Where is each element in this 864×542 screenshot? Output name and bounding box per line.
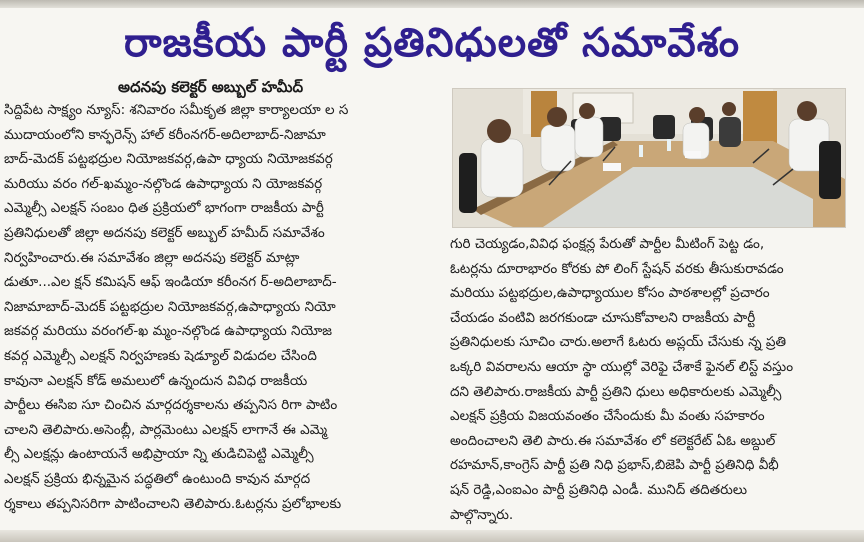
right-column-line: మరియు పట్టభద్రుల,ఉపాధ్యాయుల కోసం పాఠశాలల్లో ప్రచారం bbox=[450, 285, 770, 302]
meeting-photo-illustration bbox=[453, 89, 845, 227]
left-column-line: ర్శకాలు తప్పనిసరిగా పాటించాలని తెలిపారు.ఓటర్లను ప్రలోభాలకు bbox=[4, 495, 342, 512]
clipped-previous-article-strip bbox=[0, 0, 864, 8]
article-left-column bbox=[4, 98, 436, 528]
left-column-line: నిర్వహించారు.ఈ సమావేశం జిల్లా అదనపు కలెక్టర్ మాట్లా bbox=[4, 249, 300, 266]
right-column-line: రహమాన్,కాంగ్రెస్ పార్టీ ప్రతి నిధి ప్రభాస్,బిజెపి పార్టీ ప్రతినిధి వీభీ bbox=[450, 457, 779, 474]
clipped-next-article-strip bbox=[0, 530, 864, 542]
right-column-line: దని తెలిపారు.రాజకీయ పార్టీ ప్రతిని ధులు అధికారులకు ఎమ్మెల్సీ bbox=[450, 383, 782, 400]
right-column-line: పాల్గొన్నారు. bbox=[450, 506, 514, 523]
left-column-line: ల్సీ ఎలక్షన్లు ఉంటాయనే అభిప్రాయా న్ని తుడిచిపెట్టి ఎమ్మెల్సీ bbox=[4, 446, 314, 463]
right-column-line: ఎలక్షన్ ప్రక్రియ విజయవంతం చేసేందుకు మీ వంతు సహకారం bbox=[450, 408, 765, 425]
right-column-line: ఓటర్లను దూరాభారం కోరకు పో లింగ్ స్టేషన్ వరకు తీసుకురావడం bbox=[450, 260, 784, 277]
right-column-line: ప్రతినిధులకు సూచిం చారు.అలాగే ఓటరు అప్లయ్ చేసుకు న్న ప్రతి bbox=[450, 334, 787, 351]
left-column-line: కవర్గ ఎమ్మెల్సీ ఎలక్షన్ నిర్వహణకు షెడ్యూల్ విడుదల చేసింది bbox=[4, 347, 317, 364]
left-column-line: డుతూ...ఎల క్షన్ కమిషన్ ఆఫ్ ఇండియా కరీంనగ ర్-అదిలాబాద్- bbox=[4, 274, 337, 291]
right-column-line: షన్ రెడ్డి,ఎంఐఎం పార్టీ ప్రతినిధి ఎండీ. మునిద్ తదితరులు bbox=[450, 481, 748, 498]
left-column-line: ఎలక్షన్ ప్రక్రియ భిన్నమైన పద్ధతిలో ఉంటుంది కావున మార్గద bbox=[4, 470, 311, 487]
left-column-line: కావునా ఎలక్షన్ కోడ్ అమలులో ఉన్నందున వివిధ రాజకీయ bbox=[4, 372, 308, 389]
left-column-line: ముదాయంలోని కాన్ఫరెన్స్ హాల్ కరీంనగర్-అదిలాబాద్-నిజామా bbox=[4, 126, 326, 143]
left-column-line: చాలని తెలిపారు.అసెంబ్లీ, పార్లమెంటు ఎలక్షన్ లాగానే ఈ ఎమ్మె bbox=[4, 421, 328, 438]
left-column-line: నిజామాబాద్-మెదక్ పట్టభద్రుల నియోజకవర్గ,ఉపాధ్యాయ నియో bbox=[4, 298, 336, 315]
right-column-line: చేయడం వంటివి జరగకుండా చూసుకోవాలని రాజకీయ పార్టీ bbox=[450, 309, 756, 326]
byline: అదనపు కలెక్టర్ అబ్బుల్ హమీద్ bbox=[118, 78, 304, 96]
meeting-photo bbox=[452, 88, 846, 228]
article-right-column bbox=[450, 232, 858, 528]
left-column-line: సిద్దిపేట సాక్ష్యం న్యూస్: శనివారం సమీకృత జిల్లా కార్యాలయా ల స bbox=[4, 102, 349, 118]
left-column-line: మరియు వరం గల్-ఖమ్మం-నల్గొండ ఉపాధ్యాయ ని యోజకవర్గ bbox=[4, 175, 323, 192]
left-column-line: బాద్-మెదక్ పట్టభద్రుల నియోజకవర్గ,ఉపా ధ్యాయ నియోజకవర్గ bbox=[4, 151, 333, 168]
right-column-line: గురి చెయ్యడం,వివిధ ఫంక్షన్ల పేరుతో పార్టీల మీటింగ్ పెట్ట డం, bbox=[450, 236, 765, 252]
left-column-line: ప్రతినిధులతో జిల్లా అదనపు కలెక్టర్ అబ్బుల్ హమీద్ సమావేశం bbox=[4, 224, 325, 241]
headline: రాజకీయ పార్టీ ప్రతినిధులతో సమావేశం bbox=[123, 20, 741, 66]
left-column-line: జకవర్గ మరియు వరంగల్-ఖ మ్మం-నల్గొండ ఉపాధ్యాయ నియోజ bbox=[4, 323, 333, 340]
left-column-line: పార్టీలు ఈసిఐ సూ చించిన మార్గదర్శకాలను తప్పనిస రిగా పాటిం bbox=[4, 397, 338, 414]
right-column-line: అందించాలని తెలి పారు.ఈ సమావేశం లో కలెక్టరేట్ ఏఓ అబ్దుల్ bbox=[450, 432, 776, 449]
left-column-line: ఎమ్మెల్సీ ఎలక్షన్ సంబం ధిత ప్రక్రియలో భాగంగా రాజకీయ పార్టీ bbox=[4, 200, 324, 217]
right-column-line: ఒక్కరి వివరాలను ఆయా స్థా యుల్లో వెరిఫై చేశాకే ఫైనల్ లిస్ట్ వస్తుం bbox=[450, 358, 794, 375]
